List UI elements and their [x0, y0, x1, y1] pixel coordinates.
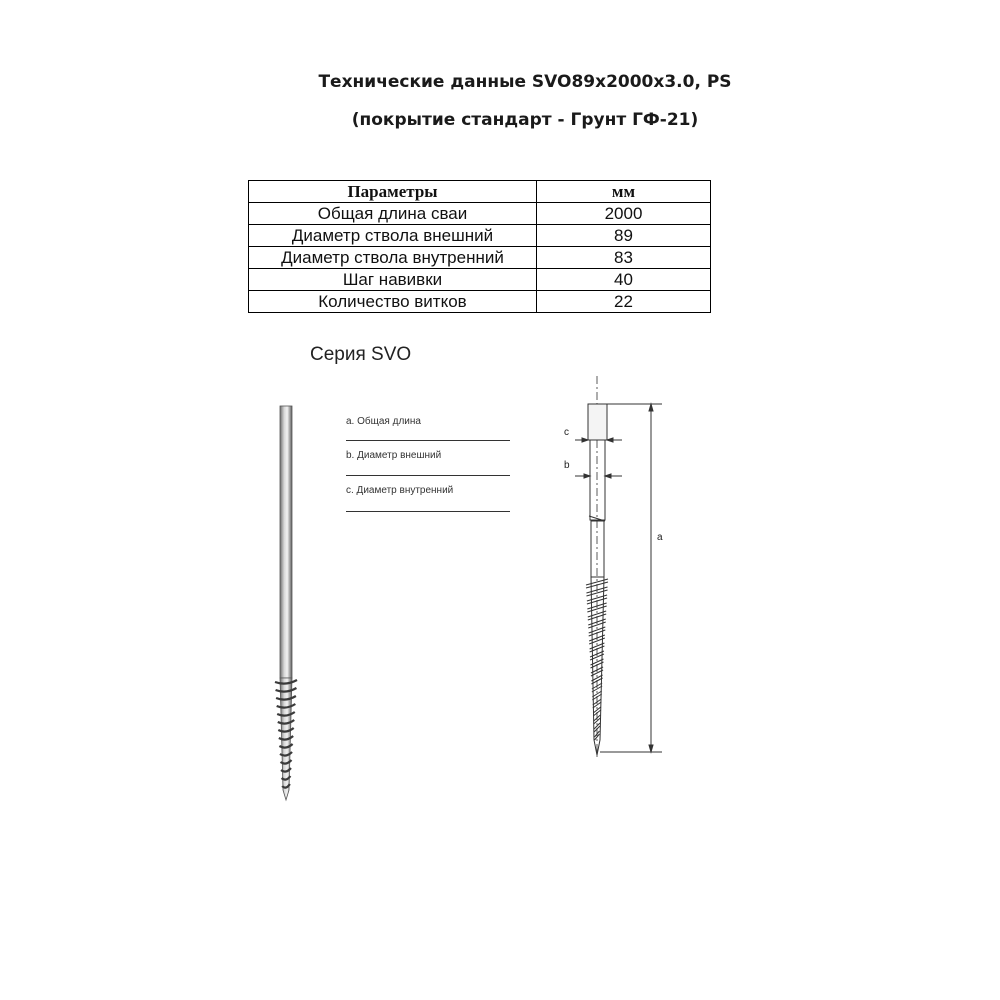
legend-item-length: a. Общая длина	[346, 416, 421, 427]
dimension-b-label: b	[564, 460, 570, 471]
document-title: Технические данные SVO89x2000x3.0, PS	[318, 72, 732, 92]
column-header-parameters: Параметры	[249, 181, 537, 203]
parameter-name: Количество витков	[249, 291, 537, 313]
parameter-name: Диаметр ствола внутренний	[249, 247, 537, 269]
column-header-mm: мм	[537, 181, 711, 203]
parameter-value: 2000	[537, 203, 711, 225]
pile-photo-illustration	[275, 406, 297, 800]
document-subtitle: (покрытие стандарт - Грунт ГФ-21)	[351, 110, 699, 130]
legend-item-inner-diameter: c. Диаметр внутренний	[346, 485, 454, 496]
legend-item-outer-diameter: b. Диаметр внешний	[346, 450, 442, 461]
parameter-name: Общая длина сваи	[249, 203, 537, 225]
parameter-value: 83	[537, 247, 711, 269]
dimension-a-label: a	[657, 532, 663, 543]
parameter-name: Шаг навивки	[249, 269, 537, 291]
parameter-value: 89	[537, 225, 711, 247]
pile-technical-drawing	[575, 376, 662, 760]
series-label: Серия SVO	[310, 344, 412, 365]
parameter-name: Диаметр ствола внешний	[249, 225, 537, 247]
parameter-value: 22	[537, 291, 711, 313]
parameter-value: 40	[537, 269, 711, 291]
dimension-c-label: c	[564, 427, 569, 438]
